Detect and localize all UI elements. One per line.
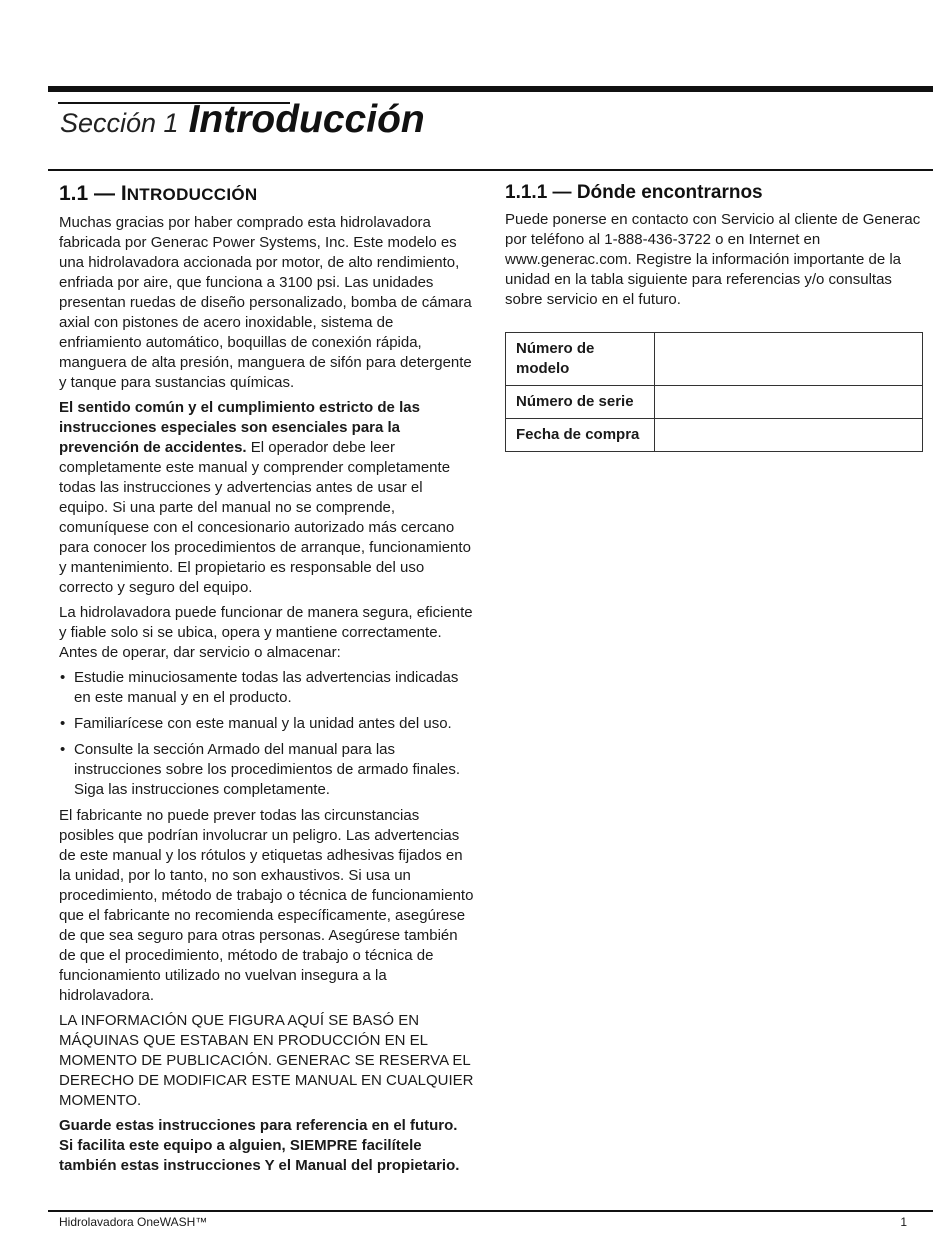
bullet-icon: • (60, 741, 66, 758)
bullet-icon: • (60, 669, 66, 686)
table-row (506, 419, 923, 452)
table-value-purchase-date (655, 419, 923, 452)
unit-info-table (505, 332, 923, 452)
manufacturer-paragraph: El fabricante no puede prever todas las circunstancias posibles que podrían involucrar un peligro. Las advertencias de este manual y los rótulos y etiquetas adhesivas fijados en la unidad, por lo tanto, no son exhaustivos. Si usa un procedimiento, método de trabajo o técnica de funcionamiento que el fabricante no recomienda específicamente, asegúrese de que sea seguro para otras personas. Asegúrese también de que el procedimiento, método de trabajo o técnica de funcionamiento utilizado no vuelvan insegura a la hidrolavadora. (59, 807, 474, 1004)
table-row (506, 386, 923, 419)
list-item-text: Familiarícese con este manual y la unidad antes del uso. (74, 715, 452, 732)
list-item-text: Consulte la sección Armado del manual para las instrucciones sobre los procedimientos de armado finales. Siga las instrucciones completamente. (74, 741, 461, 798)
precaution-list (59, 668, 475, 800)
safety-bold-text: El sentido común y el cumplimiento estricto de las instrucciones especiales son esenciales para la prevención de accidentes. (59, 399, 420, 456)
section-label: Sección 1 (60, 108, 179, 138)
section-title (60, 98, 425, 150)
operation-paragraph: La hidrolavadora puede funcionar de manera segura, eficiente y fiable solo si se ubica, opera y mantiene correctamente. Antes de operar, dar servicio o almacenar: (59, 604, 473, 661)
safety-paragraph (59, 398, 475, 598)
contact-paragraph: Puede ponerse en contacto con Servicio al cliente de Generac por teléfono al 1-888-436-3722 o en Internet en www.generac.com. Registre la información importante de la unidad en la tabla siguiente para referencias y/o consultas sobre servicio en el futuro. (505, 211, 921, 308)
table-label-purchase-date: Fecha de compra (506, 419, 655, 452)
section-name: Introducción (188, 98, 425, 141)
footer-rule (48, 1210, 933, 1212)
heading-introduccion (59, 178, 475, 209)
table-value-model (655, 333, 923, 386)
list-item (59, 714, 475, 734)
heading-number: 1.1 — (59, 182, 116, 205)
heading-donde-encontrarnos: 1.1.1 — Dónde encontrarnos (505, 182, 763, 203)
table-value-serial (655, 386, 923, 419)
top-rule (48, 86, 933, 92)
bullet-icon: • (60, 715, 66, 732)
right-column (505, 178, 923, 452)
heading-initial: I (120, 182, 127, 205)
intro-paragraph: Muchas gracias por haber comprado esta hidrolavadora fabricada por Generac Power Systems, Inc. Este modelo es una hidrolavadora accionada por motor, de alto rendimiento, enfriada por aire, que funciona a 3100 psi. Las unidades presentan ruedas de diseño personalizado, bomba de cámara axial con pistones de acero inoxidable, sistema de enfriamiento automático, boquillas de conexión rápida, manguera de alta presión, manguera de sifón para detergente y tanque para sustancias químicas. (59, 214, 472, 391)
table-label-model: Número de modelo (506, 333, 655, 386)
table-row (506, 333, 923, 386)
list-item (59, 740, 475, 800)
safety-text: El operador debe leer completamente este manual y comprender completamente todas las instrucciones y advertencias antes de usar el equipo. Si una parte del manual no se comprende, comuníquese con el concesionario autorizado más cercano para conocer los procedimientos de arranque, funcionamiento y mantenimiento. El propietario es responsable del uso correcto y seguro del equipo. (59, 439, 471, 596)
keep-instructions-paragraph: Guarde estas instrucciones para referencia en el futuro. Si facilita este equipo a alguien, SIEMPRE facilítele también estas instrucciones Y el Manual del propietario. (59, 1117, 460, 1174)
footer-product: Hidrolavadora OneWASH™ (59, 1215, 208, 1229)
list-item (59, 668, 475, 708)
list-item-text: Estudie minuciosamente todas las advertencias indicadas en este manual y en el producto. (74, 669, 459, 706)
left-column (59, 178, 475, 1181)
title-rule (48, 169, 933, 171)
table-label-serial: Número de serie (506, 386, 655, 419)
heading-rest: NTRODUCCIÓN (126, 185, 258, 204)
page-number: 1 (900, 1215, 907, 1229)
disclaimer-paragraph: LA INFORMACIÓN QUE FIGURA AQUÍ SE BASÓ EN MÁQUINAS QUE ESTABAN EN PRODUCCIÓN EN EL MOMENTO DE PUBLICACIÓN. GENERAC SE RESERVA EL DERECHO DE MODIFICAR ESTE MANUAL EN CUALQUIER MOMENTO. (59, 1012, 474, 1109)
